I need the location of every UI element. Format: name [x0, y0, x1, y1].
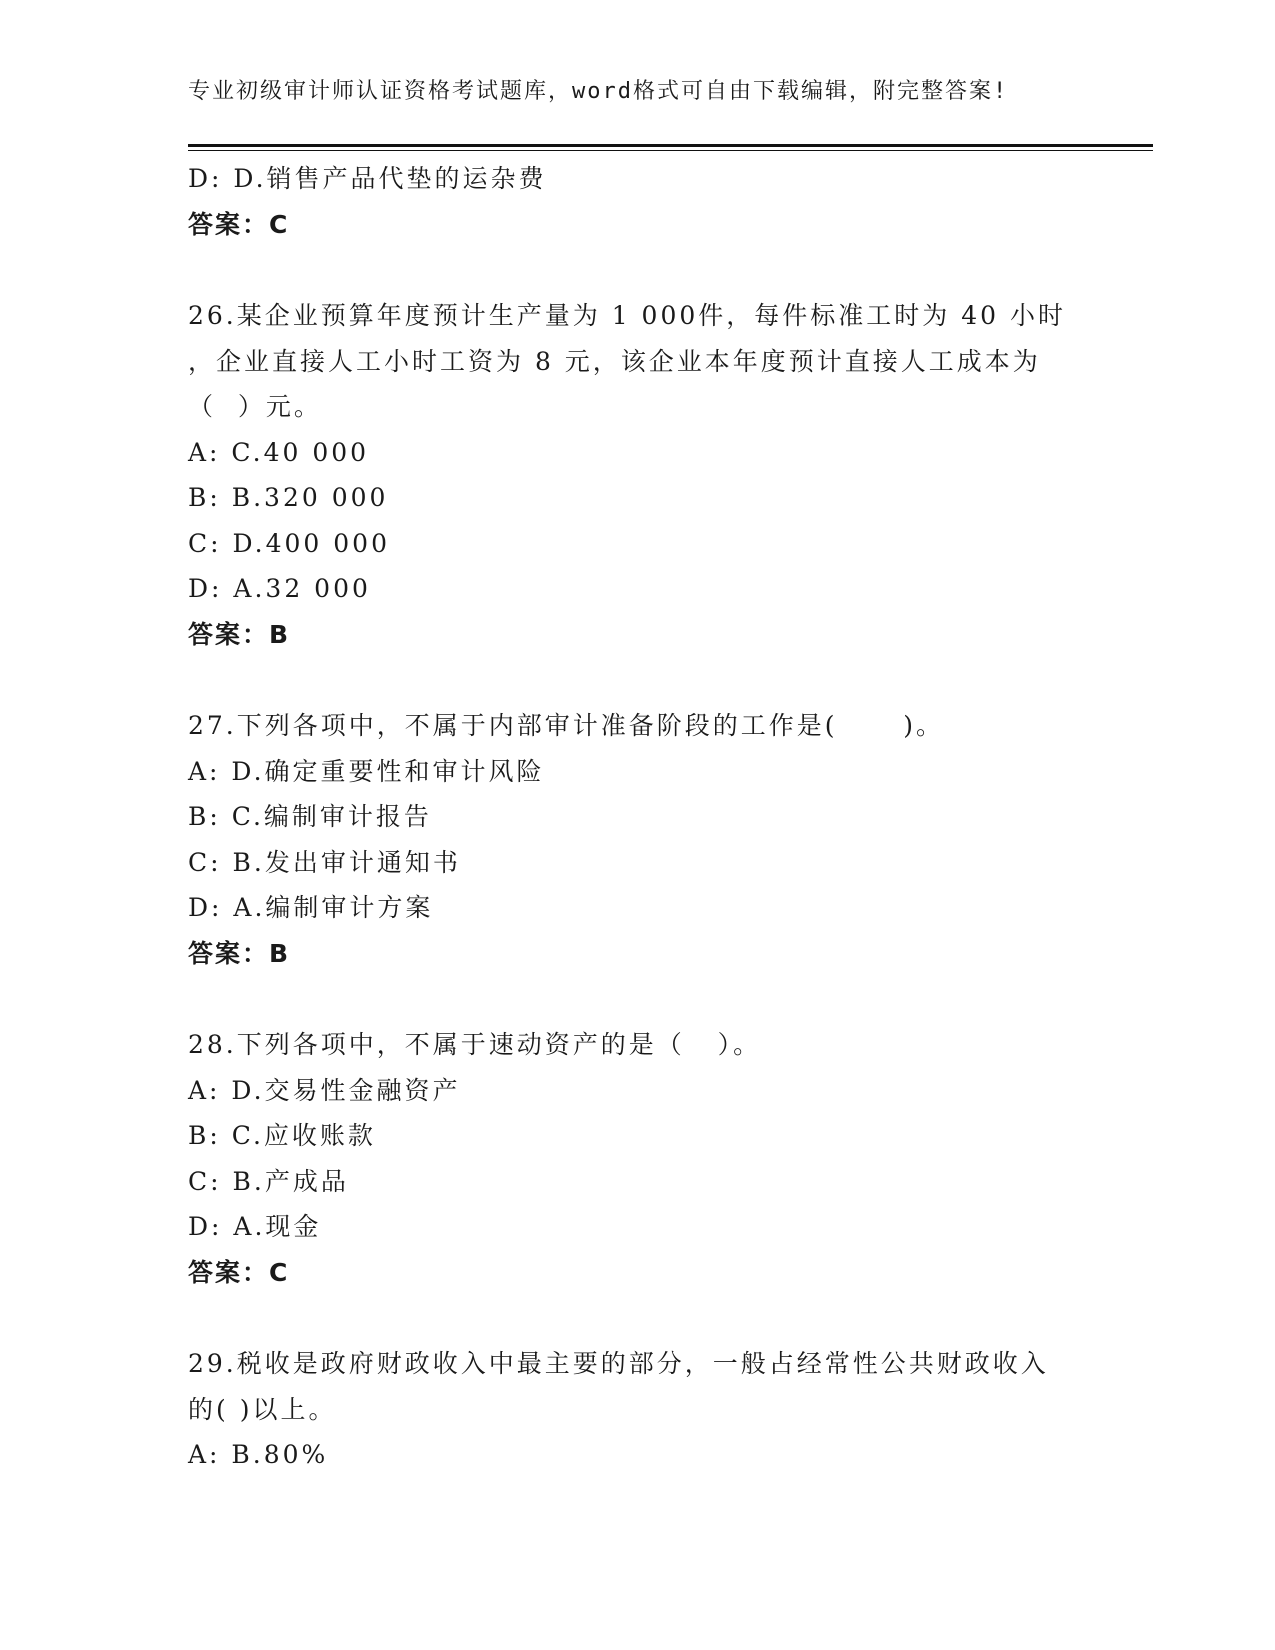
answer-line: 答案：B	[188, 619, 291, 649]
header-divider	[188, 144, 1153, 147]
option-d: D: A.编制审计方案	[188, 893, 434, 922]
question-stem-line: 的( )以上。	[188, 1394, 337, 1424]
option-a: A: D.交易性金融资产	[188, 1075, 461, 1105]
question-stem-line: 26.某企业预算年度预计生产量为 1 000件，每件标准工时为 40 小时	[188, 301, 1066, 330]
question-stem-line: 28.下列各项中，不属于速动资产的是（ ）。	[188, 1030, 762, 1059]
option-b: B: B.320 000	[188, 483, 389, 512]
spacer	[188, 657, 1088, 703]
option-c: C: B.发出审计通知书	[188, 847, 461, 877]
question-stem-line: ，企业直接人工小时工资为 8 元，该企业本年度预计直接人工成本为	[188, 346, 1041, 376]
question-block	[188, 156, 1088, 247]
option-a: A: D.确定重要性和审计风险	[188, 756, 545, 786]
spacer	[188, 1295, 1088, 1341]
page-header: 专业初级审计师认证资格考试题库，word格式可自由下载编辑，附完整答案!	[188, 79, 1009, 104]
option-d: D: D.销售产品代垫的运杂费	[188, 164, 547, 193]
option-b: B: C.编制审计报告	[188, 802, 432, 831]
spacer	[188, 976, 1088, 1022]
option-c: C: D.400 000	[188, 528, 390, 558]
option-d: D: A.现金	[188, 1212, 322, 1241]
option-a: A: C.40 000	[188, 437, 370, 467]
answer-line: 答案：B	[188, 938, 291, 968]
header-divider-thin	[188, 150, 1153, 151]
option-d: D: A.32 000	[188, 574, 371, 603]
question-block	[188, 703, 1088, 976]
question-stem-line: 27.下列各项中，不属于内部审计准备阶段的工作是( )。	[188, 711, 944, 740]
question-block	[188, 1022, 1088, 1295]
option-a: A: B.80%	[188, 1440, 329, 1469]
option-b: B: C.应收账款	[188, 1121, 376, 1150]
spacer	[188, 247, 1088, 293]
option-c: C: B.产成品	[188, 1166, 349, 1196]
answer-line: 答案：C	[188, 1257, 290, 1287]
question-block	[188, 293, 1088, 657]
question-stem-line: （ ）元。	[188, 392, 322, 421]
question-block	[188, 1341, 1088, 1478]
question-stem-line: 29.税收是政府财政收入中最主要的部分，一般占经常性公共财政收入	[188, 1349, 1049, 1378]
answer-line: 答案：C	[188, 209, 290, 239]
question-list	[188, 156, 1088, 1478]
